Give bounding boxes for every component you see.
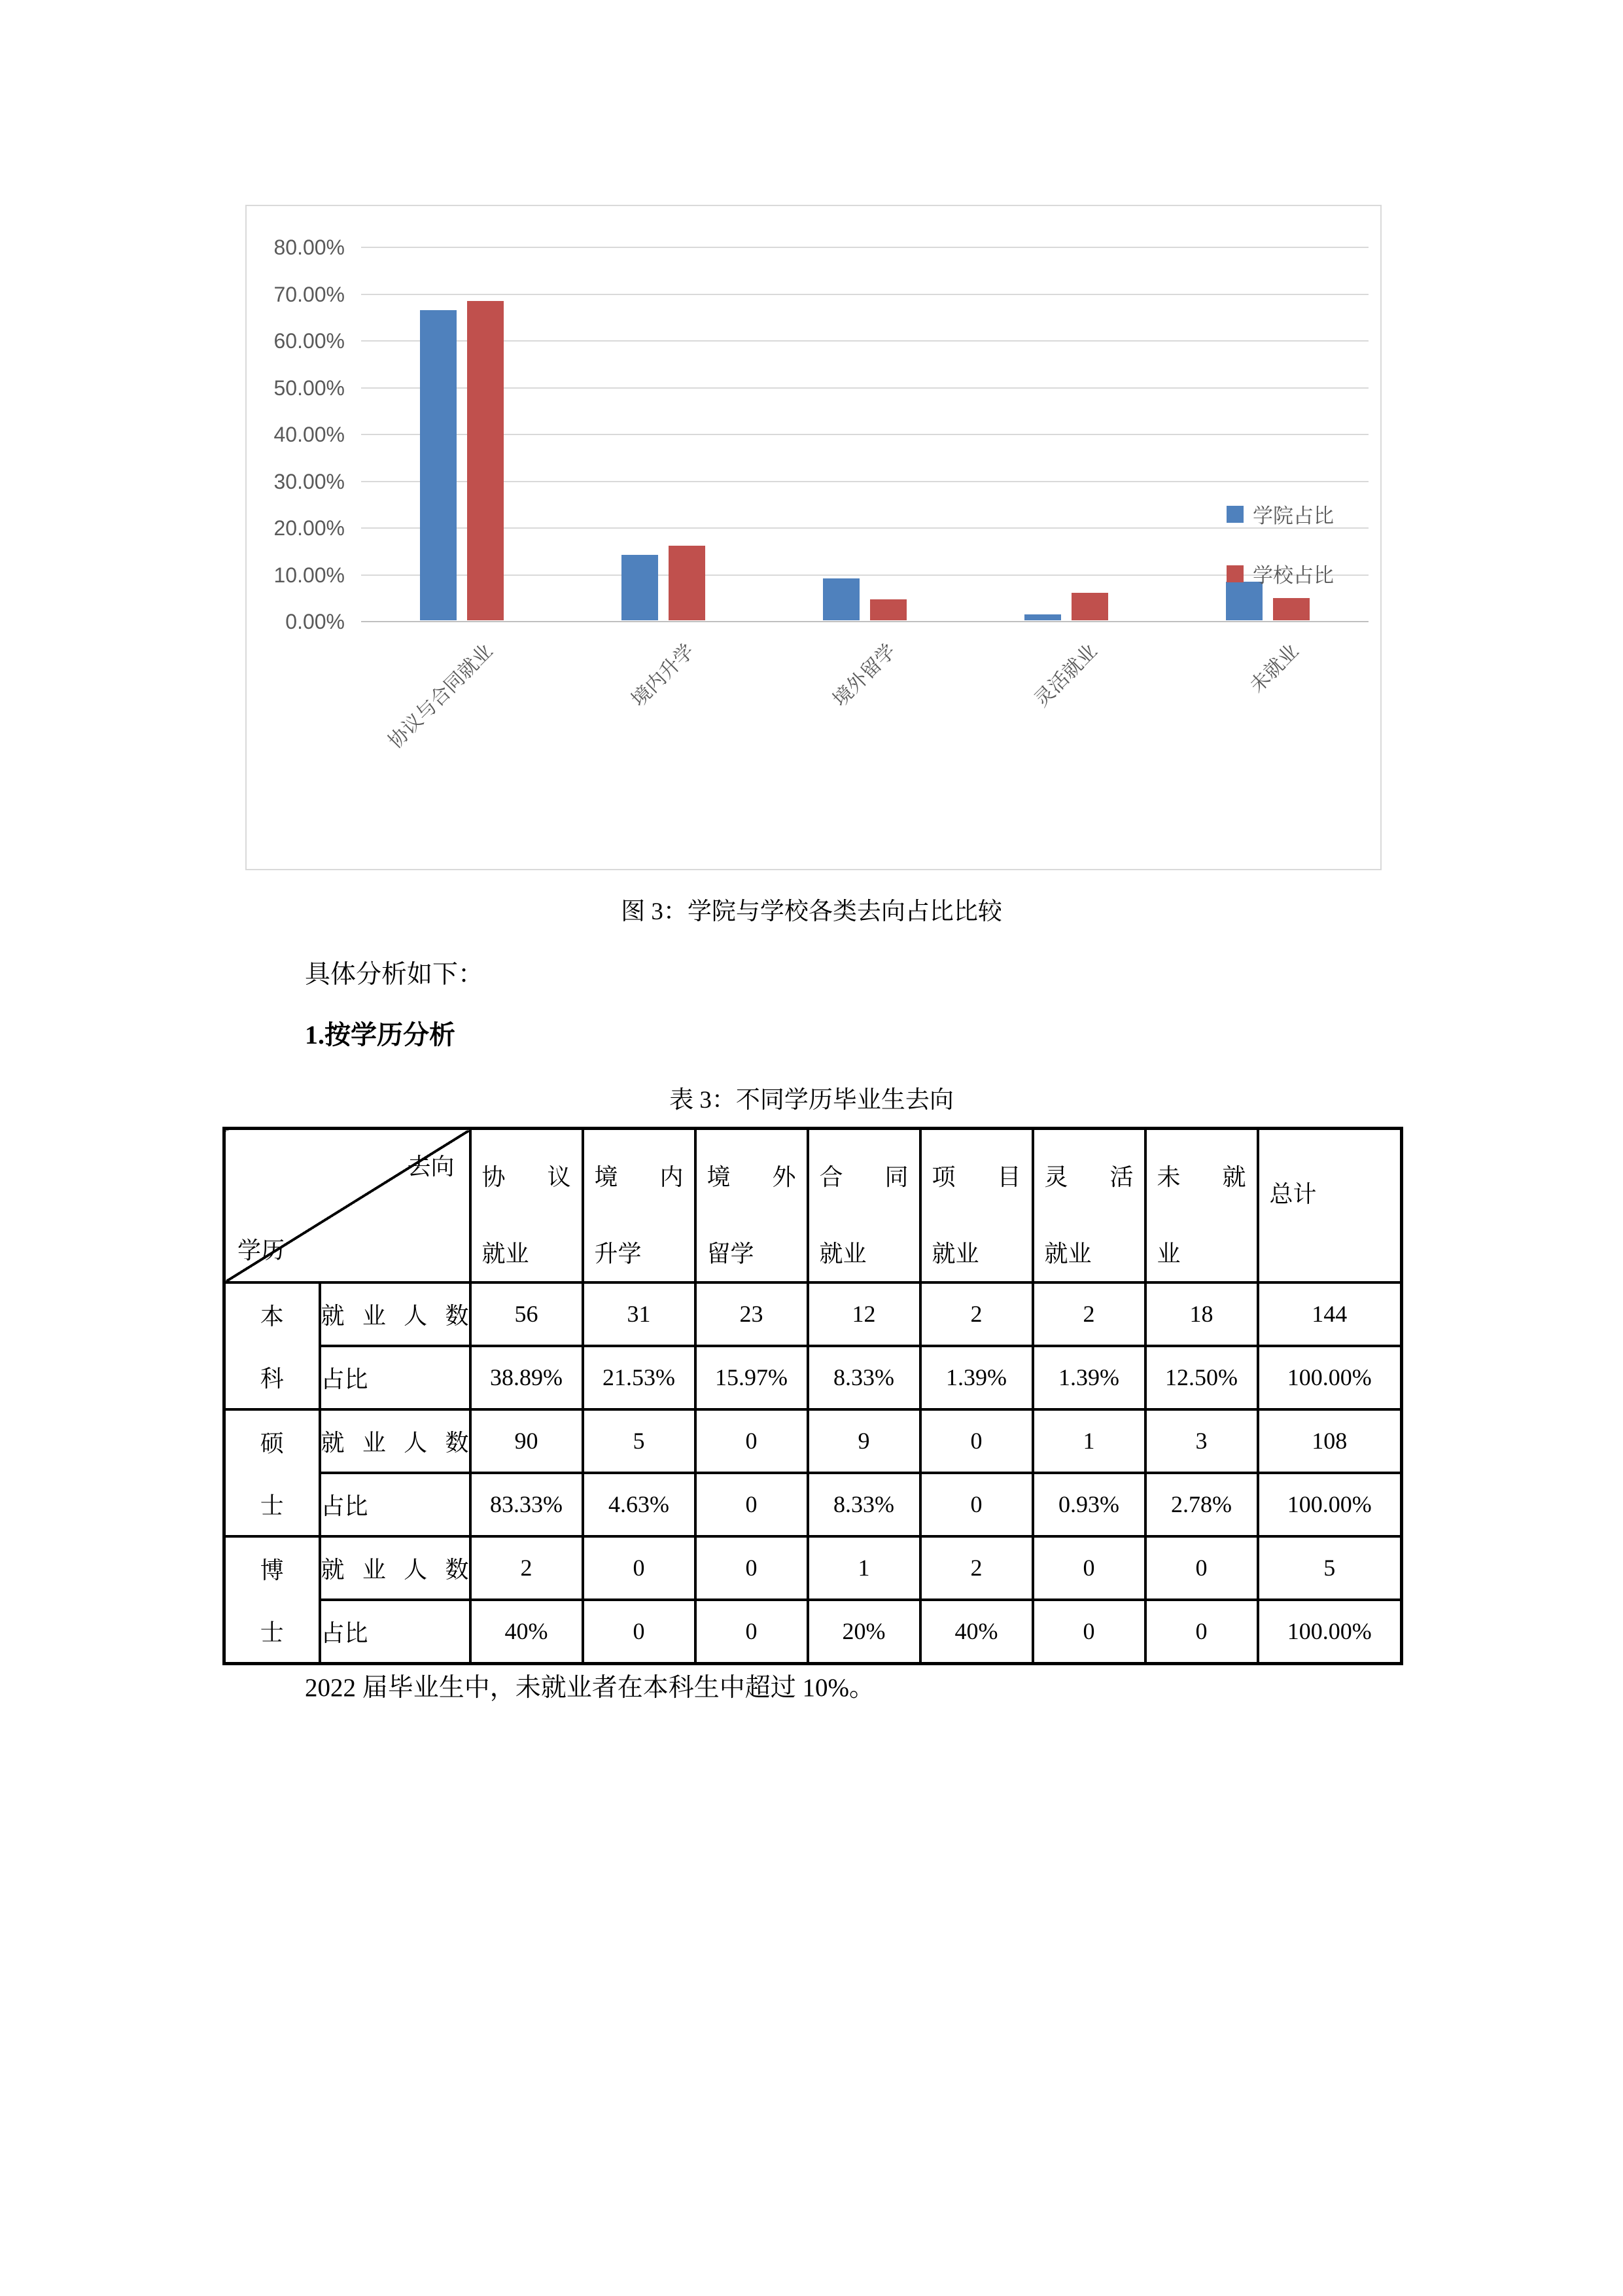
y-axis-tick-label: 70.00% — [273, 282, 345, 306]
value-cell: 0.93% — [1033, 1473, 1145, 1536]
value-cell: 100.00% — [1258, 1600, 1402, 1663]
y-axis-tick-label: 20.00% — [273, 516, 345, 540]
degree-destination-table — [222, 1127, 1403, 1665]
value-cell: 23 — [695, 1282, 808, 1346]
column-header — [808, 1129, 920, 1282]
x-category-label: 境内升学 — [627, 640, 699, 711]
legend-swatch-icon — [1227, 565, 1244, 582]
column-header-line2: 就业 — [1044, 1241, 1092, 1267]
metric-label: 就业人数 — [320, 1282, 470, 1346]
value-cell: 38.89% — [470, 1346, 583, 1409]
value-cell: 31 — [583, 1282, 695, 1346]
metric-label: 就业人数 — [320, 1409, 470, 1473]
value-cell: 12 — [808, 1282, 920, 1346]
gridline — [361, 434, 1369, 435]
value-cell: 0 — [583, 1536, 695, 1600]
column-header-line2: 就业 — [932, 1241, 979, 1267]
value-cell: 2.78% — [1145, 1473, 1258, 1536]
bar-学院占比-境内升学 — [621, 555, 658, 620]
value-cell: 2 — [1033, 1282, 1145, 1346]
bar-学院占比-境外留学 — [823, 578, 860, 620]
column-header — [695, 1129, 808, 1282]
value-cell: 1.39% — [1033, 1346, 1145, 1409]
intro-paragraph: 具体分析如下： — [305, 961, 484, 989]
value-cell: 4.63% — [583, 1473, 695, 1536]
legend-swatch-icon — [1227, 506, 1244, 523]
value-cell: 0 — [1145, 1600, 1258, 1663]
y-axis-tick-label: 0.00% — [285, 610, 345, 633]
legend-label: 学院占比 — [1253, 504, 1334, 527]
column-header-line2: 留学 — [707, 1241, 754, 1267]
table-caption: 表 3：不同学历毕业生去向 — [669, 1087, 954, 1114]
column-header-line1: 未 就 — [1157, 1164, 1246, 1191]
bar-学校占比-灵活就业 — [1072, 593, 1108, 620]
value-cell: 15.97% — [695, 1346, 808, 1409]
value-cell: 2 — [920, 1536, 1033, 1600]
value-cell: 8.33% — [808, 1346, 920, 1409]
chart-plot-area — [361, 247, 1369, 622]
gridline — [361, 294, 1369, 295]
value-cell: 0 — [920, 1473, 1033, 1536]
column-header-line1: 合 同 — [819, 1164, 909, 1191]
section-heading: 1.按学历分析 — [305, 1020, 455, 1050]
legend-item — [1227, 559, 1334, 588]
gridline — [361, 387, 1369, 389]
x-category-label: 境外留学 — [829, 640, 900, 711]
note-paragraph: 2022 届毕业生中，未就业者在本科生中超过 10%。 — [305, 1674, 875, 1702]
column-header-line1: 协 议 — [481, 1164, 571, 1191]
table-row — [224, 1409, 1402, 1473]
value-cell: 1 — [1033, 1409, 1145, 1473]
metric-label: 占比 — [320, 1473, 470, 1536]
column-header-line2: 就业 — [819, 1241, 867, 1267]
value-cell: 40% — [920, 1600, 1033, 1663]
chart-legend — [1227, 499, 1334, 588]
bar-学校占比-协议与合同就业 — [467, 301, 504, 620]
value-cell: 18 — [1145, 1282, 1258, 1346]
value-cell: 56 — [470, 1282, 583, 1346]
value-cell: 0 — [1145, 1536, 1258, 1600]
gridline — [361, 527, 1369, 529]
bar-学校占比-境外留学 — [870, 599, 907, 620]
degree-group-label: 硕 士 — [224, 1409, 320, 1536]
gridline — [361, 340, 1369, 342]
column-header — [583, 1129, 695, 1282]
column-header-line1: 境 内 — [594, 1164, 684, 1191]
value-cell: 40% — [470, 1600, 583, 1663]
y-axis-tick-label: 60.00% — [273, 329, 345, 353]
table-row — [224, 1282, 1402, 1346]
value-cell: 20% — [808, 1600, 920, 1663]
value-cell: 2 — [470, 1536, 583, 1600]
value-cell: 0 — [695, 1473, 808, 1536]
value-cell: 0 — [583, 1600, 695, 1663]
column-header-line1: 境 外 — [707, 1164, 796, 1191]
value-cell: 5 — [583, 1409, 695, 1473]
gridline — [361, 621, 1369, 622]
table-row — [224, 1346, 1402, 1409]
metric-label: 就业人数 — [320, 1536, 470, 1600]
value-cell: 0 — [695, 1409, 808, 1473]
corner-label-destination: 去向 — [407, 1154, 455, 1180]
column-header — [920, 1129, 1033, 1282]
value-cell: 1.39% — [920, 1346, 1033, 1409]
value-cell: 0 — [695, 1600, 808, 1663]
table-row — [224, 1600, 1402, 1663]
degree-group-label: 博 士 — [224, 1536, 320, 1664]
column-header-line1: 总计 — [1269, 1180, 1317, 1207]
value-cell: 100.00% — [1258, 1346, 1402, 1409]
x-category-label: 灵活就业 — [1030, 640, 1102, 711]
figure-caption: 图 3：学院与学校各类去向占比比较 — [621, 898, 1002, 925]
y-axis-tick-label: 40.00% — [273, 423, 345, 446]
y-axis-tick-label: 80.00% — [273, 236, 345, 259]
column-header-line1: 灵 活 — [1044, 1164, 1134, 1191]
column-header — [1145, 1129, 1258, 1282]
value-cell: 1 — [808, 1536, 920, 1600]
value-cell: 2 — [920, 1282, 1033, 1346]
value-cell: 8.33% — [808, 1473, 920, 1536]
bar-学院占比-协议与合同就业 — [420, 310, 457, 620]
x-category-label: 协议与合同就业 — [384, 640, 497, 753]
table-row — [224, 1473, 1402, 1536]
figure-bar-chart — [245, 205, 1382, 870]
corner-label-degree: 学历 — [237, 1237, 285, 1263]
metric-label: 占比 — [320, 1346, 470, 1409]
gridline — [361, 574, 1369, 576]
value-cell: 90 — [470, 1409, 583, 1473]
legend-label: 学校占比 — [1253, 564, 1334, 587]
column-header — [470, 1129, 583, 1282]
column-header — [1033, 1129, 1145, 1282]
y-axis-tick-label: 30.00% — [273, 469, 345, 493]
column-header-line2: 升学 — [594, 1241, 642, 1267]
value-cell: 5 — [1258, 1536, 1402, 1600]
bar-学院占比-灵活就业 — [1024, 614, 1061, 620]
y-axis-tick-label: 10.00% — [273, 563, 345, 587]
column-header-line2: 业 — [1157, 1241, 1181, 1267]
value-cell: 21.53% — [583, 1346, 695, 1409]
legend-item — [1227, 499, 1334, 529]
value-cell: 3 — [1145, 1409, 1258, 1473]
bar-学校占比-未就业 — [1273, 598, 1310, 620]
metric-label: 占比 — [320, 1600, 470, 1663]
value-cell: 0 — [695, 1536, 808, 1600]
bar-学校占比-境内升学 — [669, 546, 705, 620]
value-cell: 83.33% — [470, 1473, 583, 1536]
table-corner-cell — [224, 1129, 470, 1282]
column-header-line2 — [1259, 1209, 1401, 1252]
value-cell: 12.50% — [1145, 1346, 1258, 1409]
value-cell: 100.00% — [1258, 1473, 1402, 1536]
value-cell: 0 — [1033, 1536, 1145, 1600]
column-header-line1: 项 目 — [932, 1164, 1021, 1191]
x-category-label: 未就业 — [1246, 640, 1303, 698]
table-row — [224, 1536, 1402, 1600]
value-cell: 108 — [1258, 1409, 1402, 1473]
column-header-line2: 就业 — [481, 1241, 529, 1267]
column-header — [1258, 1129, 1402, 1282]
value-cell: 0 — [920, 1409, 1033, 1473]
gridline — [361, 247, 1369, 248]
y-axis-tick-label: 50.00% — [273, 376, 345, 400]
gridline — [361, 481, 1369, 482]
degree-group-label: 本 科 — [224, 1282, 320, 1409]
value-cell: 9 — [808, 1409, 920, 1473]
value-cell: 0 — [1033, 1600, 1145, 1663]
value-cell: 144 — [1258, 1282, 1402, 1346]
